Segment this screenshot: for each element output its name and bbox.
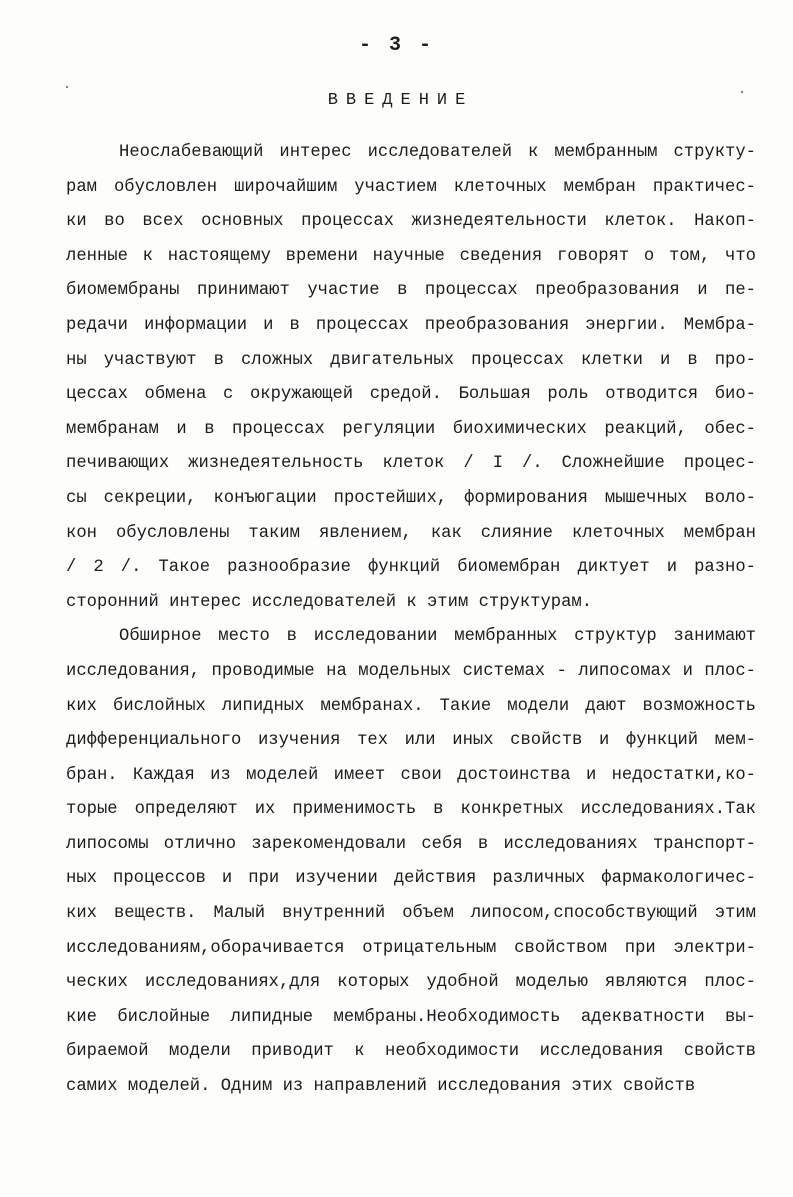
text-line: биомембраны принимают участие в процессах преобразования и пе-: [66, 281, 756, 301]
text-line: рам обусловлен широчайшим участием клеточных мембран практичес-: [66, 177, 756, 197]
text-line: липосомы отлично зарекомендовали себя в исследованиях транспорт-: [66, 834, 756, 854]
text-line: ки во всех основных процессах жизнедеятельности клеток. Накоп-: [66, 212, 756, 232]
text-line: кие бислойные липидные мембраны.Необходимость адекватности вы-: [66, 1007, 756, 1027]
text-line: ческих исследованиях,для которых удобной моделью являются плос-: [66, 973, 756, 993]
text-line: Неослабевающий интерес исследователей к мембранным структу-: [119, 143, 756, 162]
text-line: ленные к настоящему времени научные сведения говорят о том, что: [66, 246, 756, 266]
text-line: ких веществ. Малый внутренний объем липосом,способствующий этим: [66, 904, 756, 924]
page-number: - 3 -: [358, 34, 434, 57]
text-line: сы секреции, конъюгации простейших, формирования мышечных воло-: [66, 488, 756, 508]
body-text: [66, 136, 756, 1105]
text-line: печивающих жизнедеятельность клеток / I /. Сложнейшие процес-: [66, 454, 756, 474]
text-line: торые определяют их применимость в конкретных исследованиях.Так: [66, 800, 756, 820]
text-line: кон обусловлены таким явлением, как слияние клеточных мембран: [66, 523, 756, 543]
text-line: ких бислойных липидных мембранах. Такие модели дают возможность: [66, 696, 756, 716]
scan-speck: [66, 86, 68, 88]
text-line: бираемой модели приводит к необходимости исследования свойств: [66, 1042, 756, 1062]
text-line: бран. Каждая из моделей имеет свои достоинства и недостатки,ко-: [66, 765, 756, 785]
text-line: сторонний интерес исследователей к этим структурам.: [66, 592, 593, 612]
text-line: мембранам и в процессах регуляции биохимических реакций, обес-: [66, 419, 756, 439]
text-line: самих моделей. Одним из направлений исследования этих свойств: [66, 1077, 696, 1097]
section-heading: ВВЕДЕНИЕ: [327, 91, 474, 110]
text-line: ных процессов и при изучении действия различных фармакологичес-: [66, 869, 756, 889]
text-line: редачи информации и в процессах преобразования энергии. Мембра-: [66, 315, 756, 335]
scan-speck: [741, 91, 743, 93]
text-line: Обширное место в исследовании мембранных структур занимают: [119, 627, 756, 647]
text-line: исследованиям,оборачивается отрицательным свойством при электри-: [66, 938, 756, 958]
text-line: исследования, проводимые на модельных системах - липосомах и плос-: [66, 661, 756, 681]
text-line: цессах обмена с окружающей средой. Большая роль отводится био-: [66, 385, 756, 405]
text-line: / 2 /. Такое разнообразие функций биомембран диктует и разно-: [66, 558, 756, 578]
text-line: ны участвуют в сложных двигательных процессах клетки и в про-: [66, 350, 756, 370]
text-line: дифференциального изучения тех или иных свойств и функций мем-: [66, 731, 756, 751]
